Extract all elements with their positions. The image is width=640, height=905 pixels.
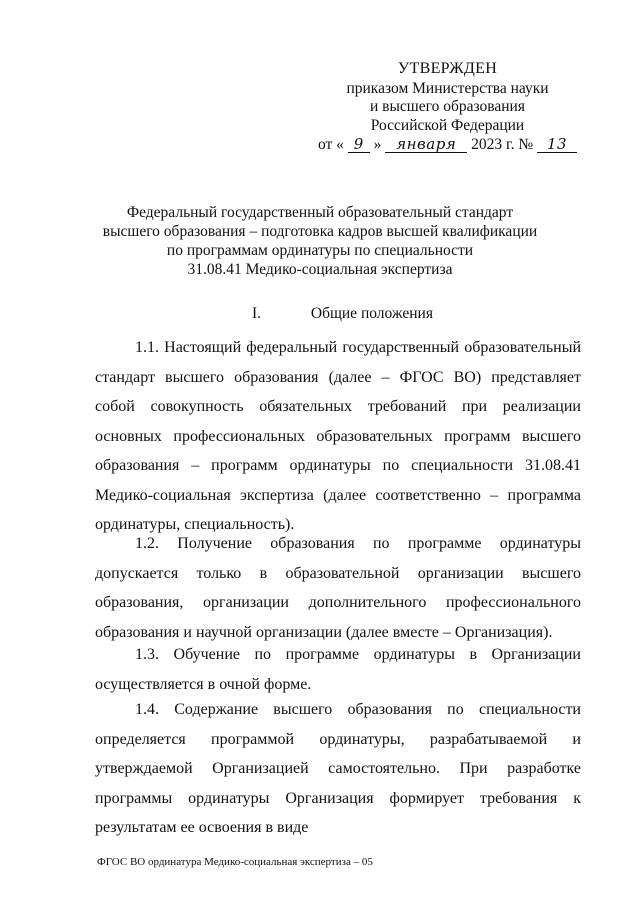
document-title [100, 203, 540, 279]
approval-date-line [300, 136, 595, 155]
page-footer: ФГОС ВО ординатура Медико-социальная экспертиза – 05 [97, 856, 373, 868]
paragraph-1-3 [95, 640, 581, 699]
paragraph-1-2 [95, 529, 581, 647]
approval-line-2: и высшего образования [370, 98, 525, 115]
title-line-2: высшего образования – подготовка кадров высшей квалификации [102, 223, 538, 240]
paragraph-1-1 [95, 333, 581, 540]
title-line-3: по программам ординатуры по специальности [166, 242, 474, 259]
handwritten-day: 9 [348, 137, 370, 153]
section-number: I. [252, 305, 262, 322]
paragraph-text: 1.3. Обучение по программе ординатуры в Организации осуществляется в очной форме. [95, 646, 581, 693]
date-quote-close: » [373, 136, 382, 153]
approval-heading: УТВЕРЖДЕН [397, 60, 498, 77]
date-year: 2023 г. № [471, 136, 534, 153]
paragraph-text: 1.1. Настоящий федеральный государственный образовательный стандарт высшего образования (далее – ФГОС ВО) представляет собой совокупность обязательных требований при реализации основных профессиональных образовательных программ высшего образования – программ ординатуры по специальности 31.08.41 Медико-социальная экспертиза (далее соответственно – программа ординатуры, специальность). [95, 339, 581, 533]
section-heading [252, 305, 433, 323]
approval-line-3: Российской Федерации [370, 116, 525, 134]
paragraph-text: 1.4. Содержание высшего образования по специальности определяется программой ординатуры, разрабатываемой и утверждаемой Организацией самостоятельно. При разработке программы ординатуры Организация формирует требования к результатам ее освоения в виде [95, 701, 581, 836]
title-line-1: Федеральный государственный образовательный стандарт [126, 204, 514, 221]
title-line-4: 31.08.41 Медико-социальная экспертиза [187, 261, 453, 278]
section-title: Общие положения [310, 305, 433, 322]
date-prefix: от « [317, 136, 344, 153]
approval-line-1: приказом Министерства науки [346, 79, 549, 97]
approval-block [300, 60, 595, 155]
handwritten-month: января [385, 137, 467, 153]
handwritten-order-number: 13 [537, 137, 577, 153]
paragraph-1-4 [95, 695, 581, 843]
paragraph-text: 1.2. Получение образования по программе ординатуры допускается только в образовательной организации высшего образования, организации дополнительного профессионального образования и научной организации (далее вместе – Организация). [95, 535, 581, 641]
